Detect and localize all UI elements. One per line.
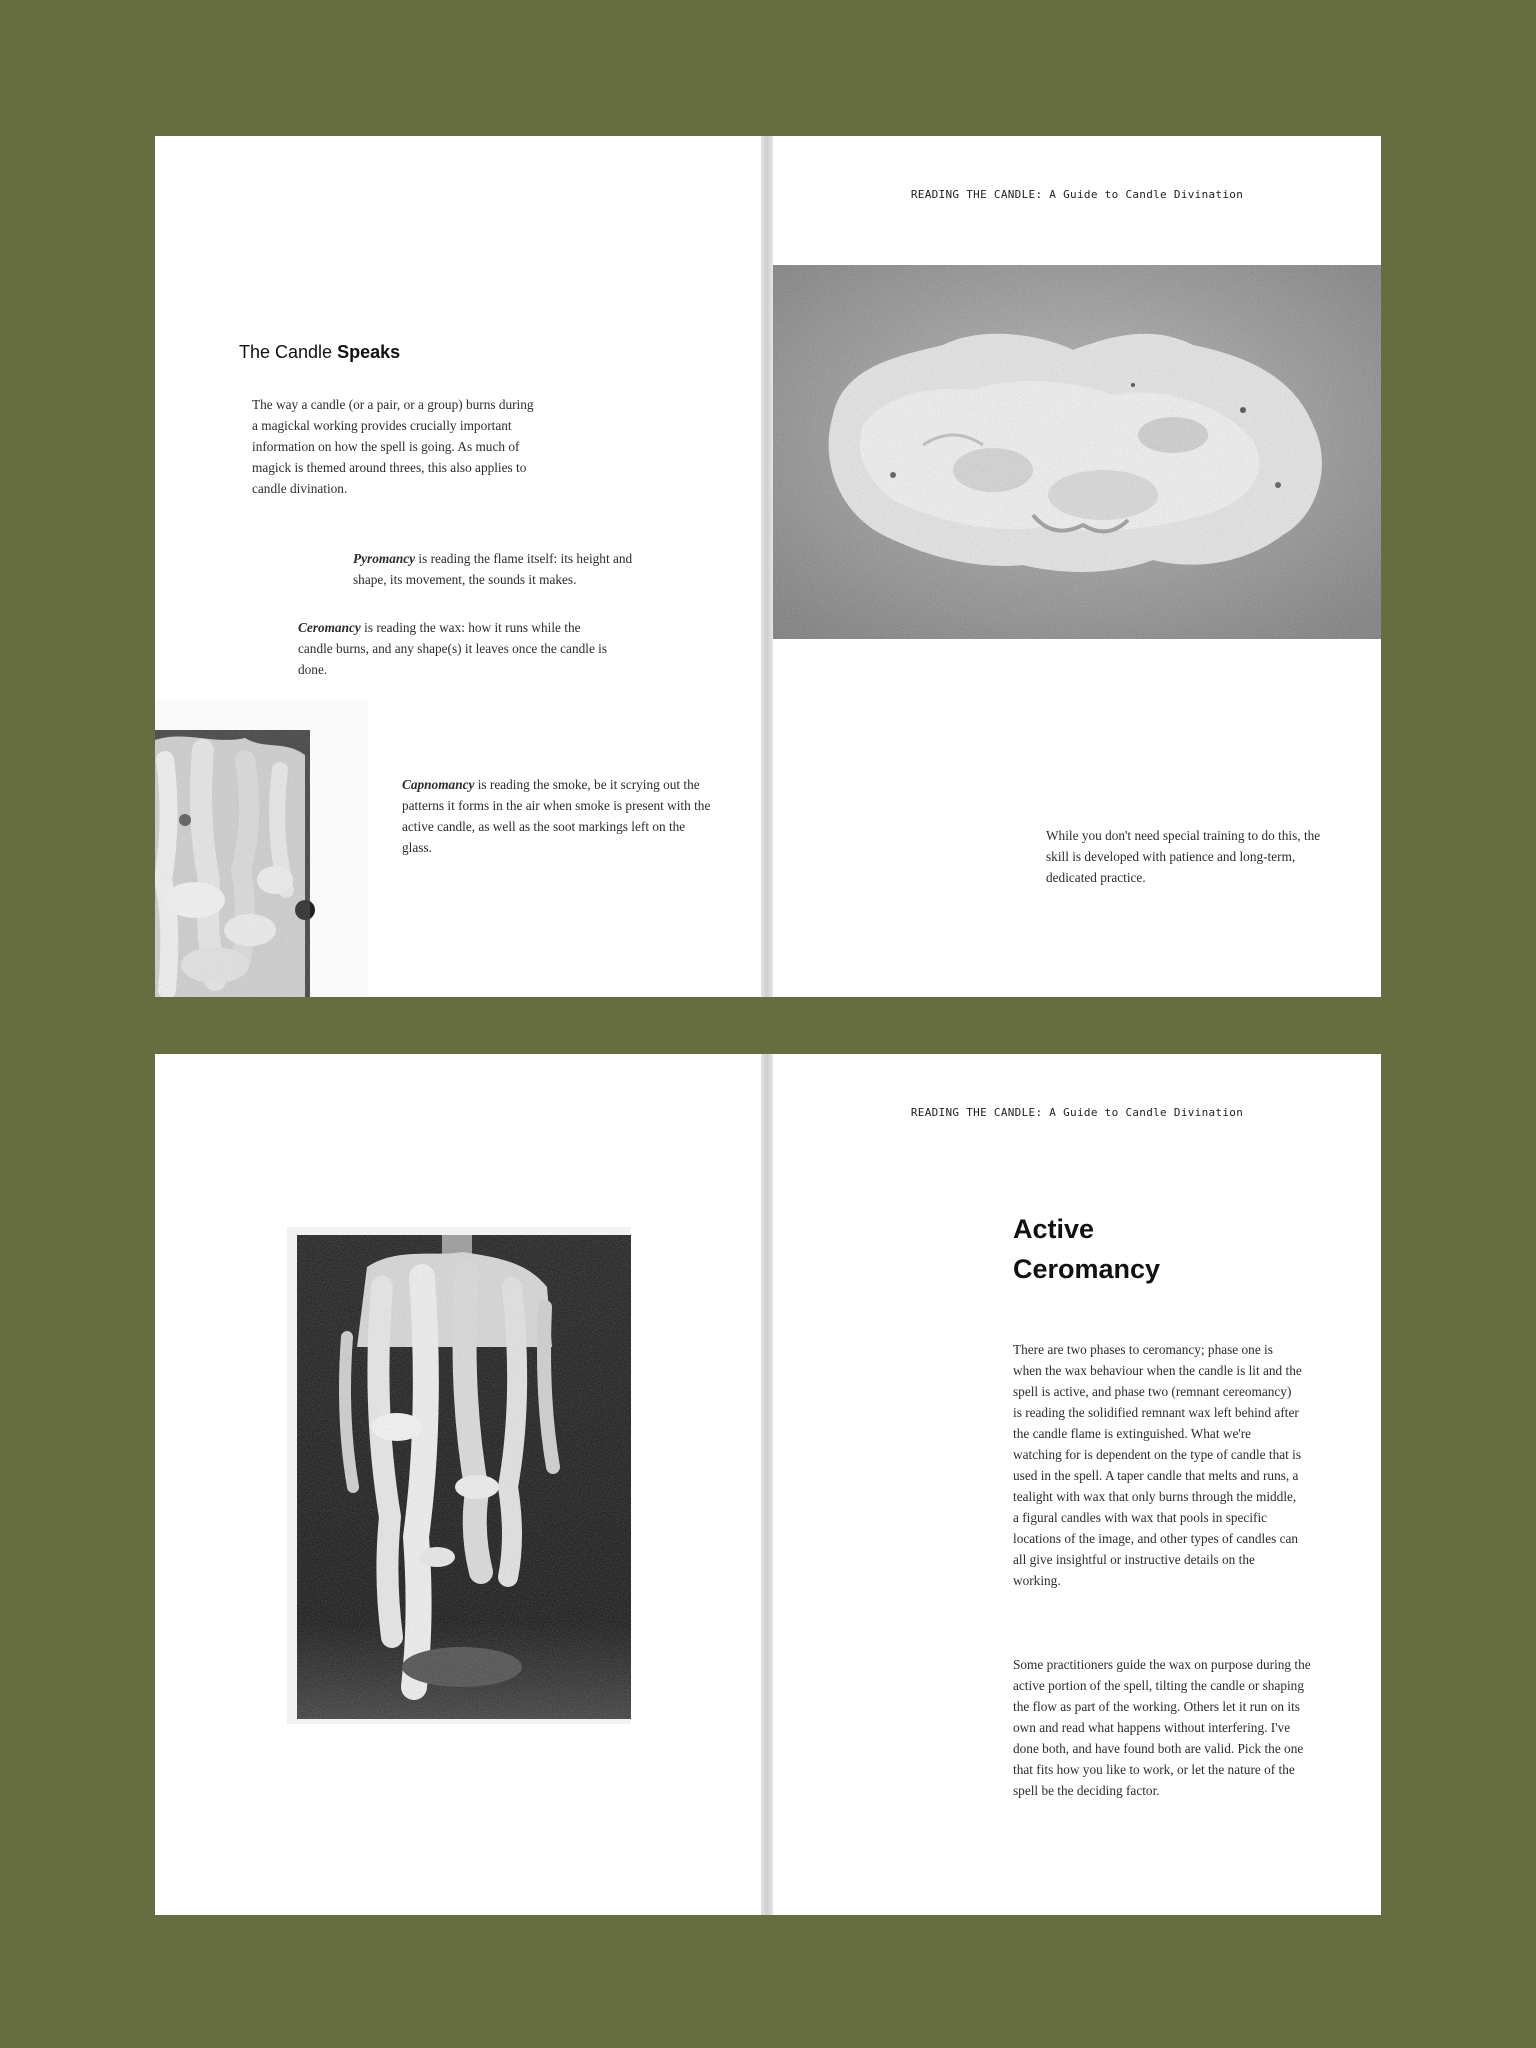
wax-puddle-photo bbox=[773, 265, 1381, 639]
running-head: READING THE CANDLE: A Guide to Candle Divination bbox=[910, 188, 1244, 201]
ceromancy-term: Ceromancy bbox=[298, 620, 361, 635]
page-active-ceromancy bbox=[773, 1054, 1381, 1915]
ceromancy-text: is reading the wax: how it runs while the candle burns, and any shape(s) it leaves once the candle is done. bbox=[298, 620, 608, 677]
heading-line-1: Active bbox=[1013, 1214, 1095, 1244]
pyromancy-term: Pyromancy bbox=[353, 551, 416, 566]
gutter bbox=[761, 136, 773, 997]
section-heading bbox=[1013, 1209, 1160, 1289]
running-head: READING THE CANDLE: A Guide to Candle Divination bbox=[910, 1106, 1244, 1119]
heading-line-2: Ceromancy bbox=[1013, 1254, 1161, 1284]
page-candle-photo bbox=[155, 1054, 761, 1915]
ceromancy-paragraph-1: There are two phases to ceromancy; phase one is when the wax behaviour when the candle is lit and the spell is active, and phase two (remnant cereomancy) is reading the solidified remnant wax left behind after the candle flame is extinguished. What we're watching for is dependent on the type of candle that is used in the spell. A taper candle that melts and runs, a tealight with wax that only burns through the middle, a figural candles with wax that pools in specific locations of the image, and other types of candles can all give insightful or instructive details on the working. bbox=[1013, 1342, 1302, 1588]
top-spread bbox=[155, 136, 1381, 997]
capnomancy-text: is reading the smoke, be it scrying out the patterns it forms in the air when smoke is present with the active candle, as well as the soot markings left on the glass. bbox=[402, 777, 711, 855]
page-wax-photo bbox=[773, 136, 1381, 997]
pyromancy-paragraph bbox=[353, 548, 653, 590]
pyromancy-text: is reading the flame itself: its height and shape, its movement, the sounds it makes. bbox=[353, 551, 633, 587]
dripping-wax-photo-small bbox=[155, 700, 368, 997]
bottom-spread bbox=[155, 1054, 1381, 1915]
practice-note: While you don't need special training to do this, the skill is developed with patience and long-term, dedicated practice. bbox=[1046, 828, 1321, 885]
dripping-candle-photo bbox=[287, 1227, 631, 1724]
title-bold: Speaks bbox=[337, 342, 401, 362]
intro-paragraph: The way a candle (or a pair, or a group) burns during a magickal working provides crucially important information on how the spell is going. As much of magick is themed around threes, this also applies to candle divination. bbox=[252, 397, 534, 496]
ceromancy-paragraph-2: Some practitioners guide the wax on purpose during the active portion of the spell, tilting the candle or shaping the flow as part of the working. Others let it run on its own and read what happens without interfering. I've done both, and have found both are valid. Pick the one that fits how you like to work, or let the nature of the spell be the deciding factor. bbox=[1013, 1657, 1311, 1798]
capnomancy-paragraph bbox=[402, 774, 712, 858]
capnomancy-term: Capnomancy bbox=[402, 777, 475, 792]
gutter bbox=[761, 1054, 773, 1915]
page-candle-speaks bbox=[155, 136, 761, 997]
ceromancy-paragraph bbox=[298, 617, 608, 680]
section-title bbox=[239, 342, 400, 363]
title-plain: The Candle bbox=[239, 342, 338, 362]
